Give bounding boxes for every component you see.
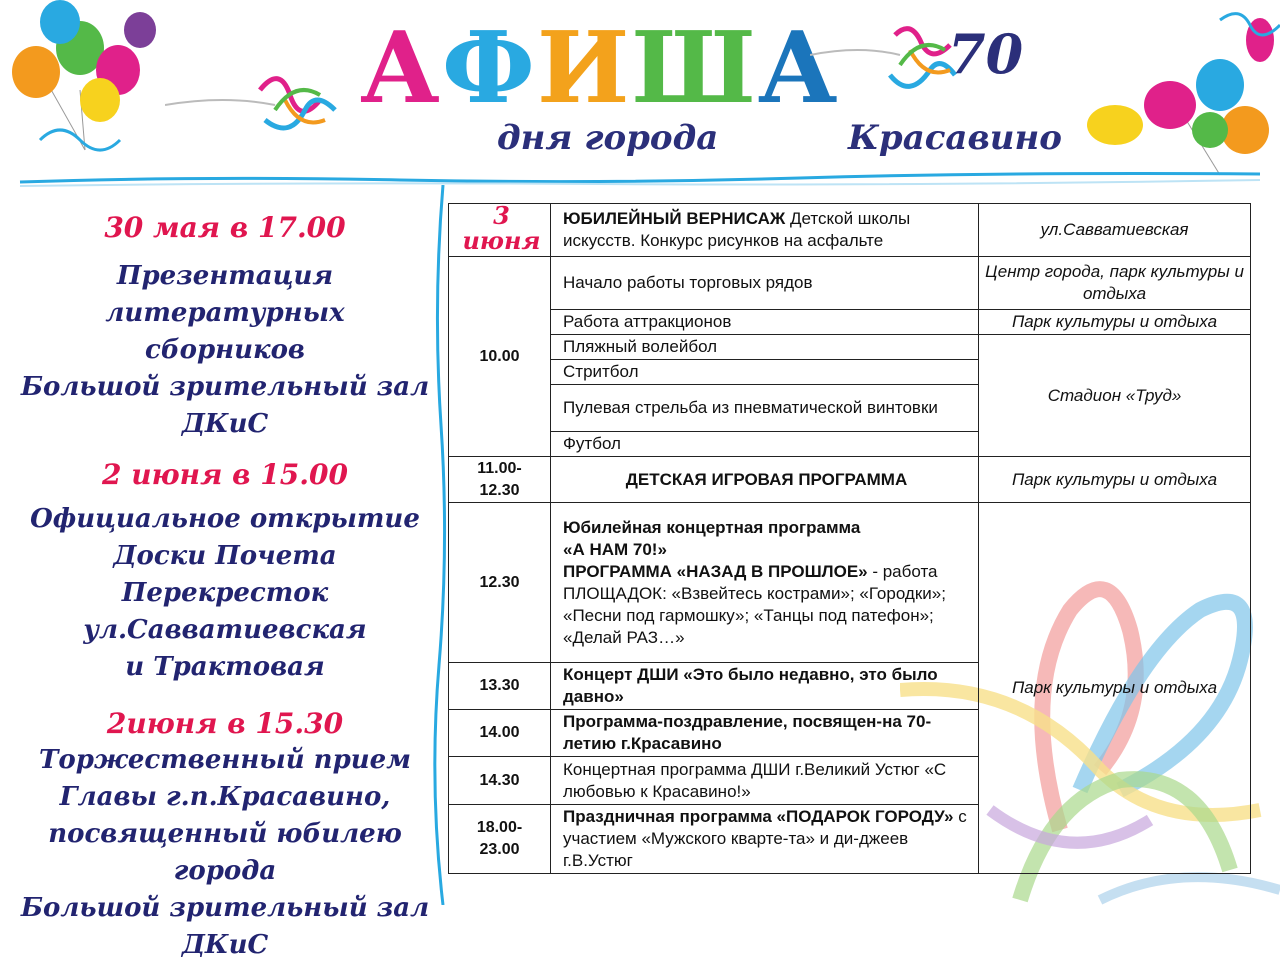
table-cell-time: 13.30 [449, 663, 551, 710]
event-line: и Трактовая [125, 652, 325, 682]
table-row [449, 310, 1251, 335]
event-block [20, 706, 430, 964]
table-cell-place: Парк культуры и отдыха [979, 310, 1251, 335]
table-cell-place: ул.Савватиевская [979, 204, 1251, 257]
subtitle-day-of-city: дня города [497, 118, 719, 158]
table-row [449, 335, 1251, 360]
table-cell-time: 18.00- 23.00 [449, 805, 551, 874]
event-line: посвященный юбилею города [48, 819, 402, 886]
event-date: 2 июня в 15.00 [102, 458, 348, 491]
title-letter: И [536, 11, 632, 126]
event-title: ЮБИЛЕЙНЫЙ ВЕРНИСАЖ [563, 209, 786, 228]
event-text: с участием «Мужского кварте-та» и ди-джеев г.В.Устюг [563, 807, 967, 870]
table-cell-event: Концерт ДШИ «Это было недавно, это было давно» [551, 663, 979, 710]
table-cell-place: Парк культуры и отдыха [979, 503, 1251, 874]
ribbon-swirl-left-icon [165, 70, 345, 150]
subtitle-town: Красавино [848, 118, 1062, 158]
event-block [20, 457, 430, 686]
table-cell-time: 12.30 [449, 503, 551, 663]
title-letter: А [757, 11, 840, 126]
event-title: Праздничная программа «ПОДАРОК ГОРОДУ» [563, 807, 954, 826]
table-cell-event: Начало работы торговых рядов [551, 257, 979, 310]
schedule-day: 3 июня [462, 201, 541, 255]
title-letter: А [360, 11, 442, 126]
table-cell-event: Концертная программа ДШИ г.Великий Устюг «С любовью к Красавино!» [551, 757, 979, 805]
table-cell-time: 14.00 [449, 710, 551, 757]
schedule-table [448, 203, 1251, 874]
event-line: Торжественный прием [39, 745, 411, 775]
event-text: Детской школы искусств. Конкурс рисунков на асфальте [563, 209, 911, 250]
table-cell-place: Центр города, парк культуры и отдыха [979, 257, 1251, 310]
event-line: Большой зрительный зал ДКиС [20, 372, 430, 439]
table-cell-day [449, 201, 551, 257]
event-text: - работа ПЛОЩАДОК: «Взвейтесь кострами»; «Городки»; «Песни под гармошку»; «Танцы под патефон»; «Делай РАЗ…» [563, 561, 946, 647]
event-line: Большой зрительный зал ДКиС [20, 893, 430, 960]
table-cell-event: Работа аттракционов [551, 310, 979, 335]
event-line: сборников [145, 335, 305, 365]
table-cell-event: Программа-поздравление, посвящен-на 70-летию г.Красавино [551, 710, 979, 757]
event-block [20, 210, 430, 443]
events-column [20, 210, 430, 964]
anniversary-number: 70 [948, 22, 1024, 86]
table-cell-event [551, 805, 979, 874]
table-row [449, 257, 1251, 310]
table-cell-event: Пулевая стрельба из пневматической винтовки [551, 385, 979, 432]
table-row [449, 457, 1251, 503]
header-wave-divider [0, 158, 1280, 198]
ribbon-swirl-right-icon [810, 20, 960, 110]
event-title: «А НАМ 70!» [563, 539, 667, 559]
table-row [449, 204, 1251, 257]
title-letter: Ш [631, 11, 758, 126]
event-line: Презентация литературных [105, 261, 345, 328]
event-date: 30 мая в 17.00 [104, 211, 346, 244]
table-cell-place: Парк культуры и отдыха [979, 457, 1251, 503]
event-line: Доски Почета [113, 541, 337, 571]
table-cell-event: Стритбол [551, 360, 979, 385]
poster-title [360, 11, 840, 134]
event-line: Официальное открытие [30, 504, 420, 534]
table-cell-time: 14.30 [449, 757, 551, 805]
table-cell-event: Пляжный волейбол [551, 335, 979, 360]
table-cell-event: ДЕТСКАЯ ИГРОВАЯ ПРОГРАММА [551, 457, 979, 503]
event-title: ПРОГРАММА «НАЗАД В ПРОШЛОЕ» [563, 561, 868, 581]
balloons-left-icon [0, 0, 170, 175]
event-title: Юбилейная концертная программа [563, 517, 861, 537]
event-date: 2июня в 15.30 [106, 707, 344, 740]
event-line: Перекресток ул.Савватиевская [83, 578, 367, 645]
table-cell-place: Стадион «Труд» [979, 335, 1251, 457]
table-cell-event [551, 204, 979, 257]
table-cell-event [551, 503, 979, 663]
table-cell-time: 11.00- 12.30 [449, 457, 551, 503]
title-letter: Ф [441, 11, 537, 126]
event-line: Главы г.п.Красавино, [59, 782, 391, 812]
table-row [449, 503, 1251, 663]
table-cell-time: 10.00 [449, 257, 551, 457]
table-cell-event: Футбол [551, 432, 979, 457]
